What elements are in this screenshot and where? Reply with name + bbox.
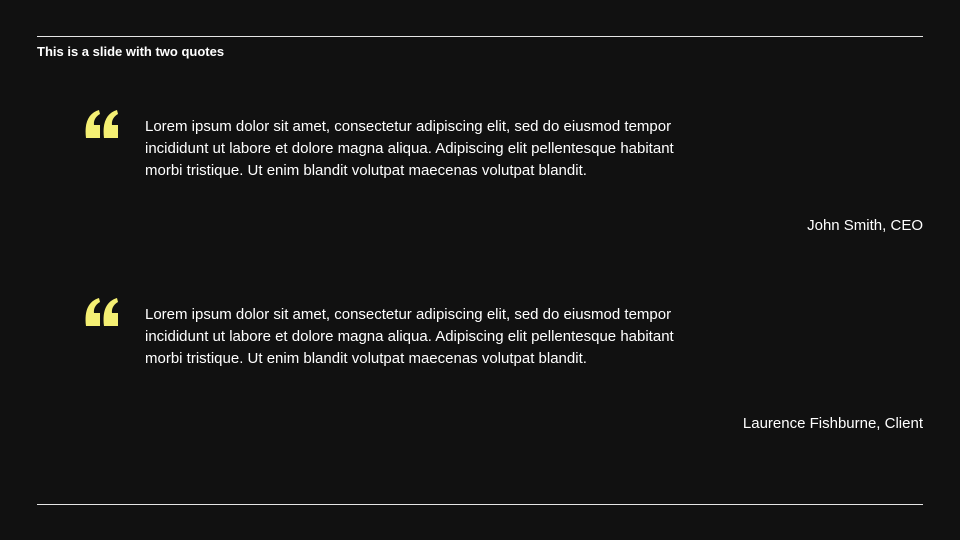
quote-author: John Smith, CEO [807,217,923,234]
quote-text: Lorem ipsum dolor sit amet, consectetur adipiscing elit, sed do eiusmod tempor incididunt ut labore et dolore magna aliqua. Adipiscing elit pellentesque habitant morbi tristique. Ut enim blandit volutpat maecenas volutpat blandit. [145,118,674,179]
bottom-divider [37,504,923,505]
slide-title: This is a slide with two quotes [37,44,225,59]
quote-mark-icon [84,296,120,330]
top-divider [37,36,923,37]
quote-text: Lorem ipsum dolor sit amet, consectetur adipiscing elit, sed do eiusmod tempor incididunt ut labore et dolore magna aliqua. Adipiscing elit pellentesque habitant morbi tristique. Ut enim blandit volutpat maecenas volutpat blandit. [145,306,674,367]
quote-mark-icon [84,108,120,142]
quote-author: Laurence Fishburne, Client [742,415,923,432]
